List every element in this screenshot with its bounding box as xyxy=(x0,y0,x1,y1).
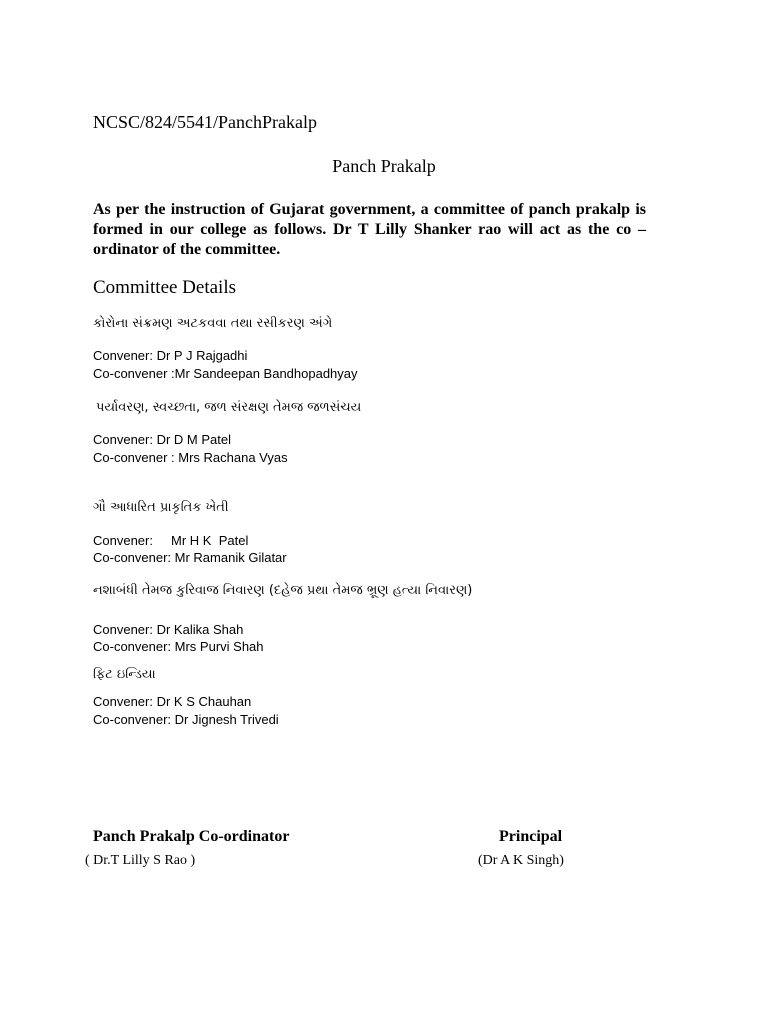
co-convener-line: Co-convener: Mr Ramanik Gilatar xyxy=(93,550,287,565)
co-convener-line: Co-convener: Dr Jignesh Trivedi xyxy=(93,712,279,727)
reference-number: NCSC/824/5541/PanchPrakalp xyxy=(93,112,317,132)
coordinator-name: ( Dr.T Lilly S Rao ) xyxy=(85,853,196,868)
co-convener-line: Co-convener: Mrs Purvi Shah xyxy=(93,639,264,654)
intro-paragraph xyxy=(93,200,646,260)
convener-line: Convener: Dr P J Rajgadhi xyxy=(93,348,248,363)
committee-name: પર્યાવરણ, સ્વચ્છતા, જળ સંરક્ષણ તેમજ જળસંચય xyxy=(96,400,362,415)
intro-line: formed in our college as follows. Dr T Lilly Shanker rao will act as the co – xyxy=(93,221,646,238)
principal-label: Principal xyxy=(499,828,563,845)
convener-line: Convener: Dr Kalika Shah xyxy=(93,622,244,637)
convener-line: Convener: Mr H K Patel xyxy=(93,533,249,548)
section-heading: Committee Details xyxy=(93,277,237,298)
principal-name: (Dr A K Singh) xyxy=(478,853,564,868)
page-title: Panch Prakalp xyxy=(332,156,436,176)
co-convener-line: Co-convener :Mr Sandeepan Bandhopadhyay xyxy=(93,366,358,381)
co-convener-line: Co-convener : Mrs Rachana Vyas xyxy=(93,450,288,465)
committee-name: કોરોના સંક્રમણ અટકવવા તથા રસીકરણ અંગે xyxy=(93,316,333,331)
coordinator-label: Panch Prakalp Co-ordinator xyxy=(93,828,290,845)
committee-name: ગૌ આધારિત પ્રાકૃતિક ખેતી xyxy=(93,500,229,515)
committee-name: ફિટ ઇન્ડિયા xyxy=(93,667,156,682)
intro-line: ordinator of the committee. xyxy=(93,241,281,258)
convener-line: Convener: Dr D M Patel xyxy=(93,432,231,447)
intro-line: As per the instruction of Gujarat government, a committee of panch prakalp is xyxy=(93,201,646,218)
convener-line: Convener: Dr K S Chauhan xyxy=(93,694,252,709)
committee-name: નશાબંધી તેમજ કુરિવાજ નિવારણ (દહેજ પ્રથા તેમજ ભ્રૂણ હત્યા નિવારણ) xyxy=(93,583,473,598)
